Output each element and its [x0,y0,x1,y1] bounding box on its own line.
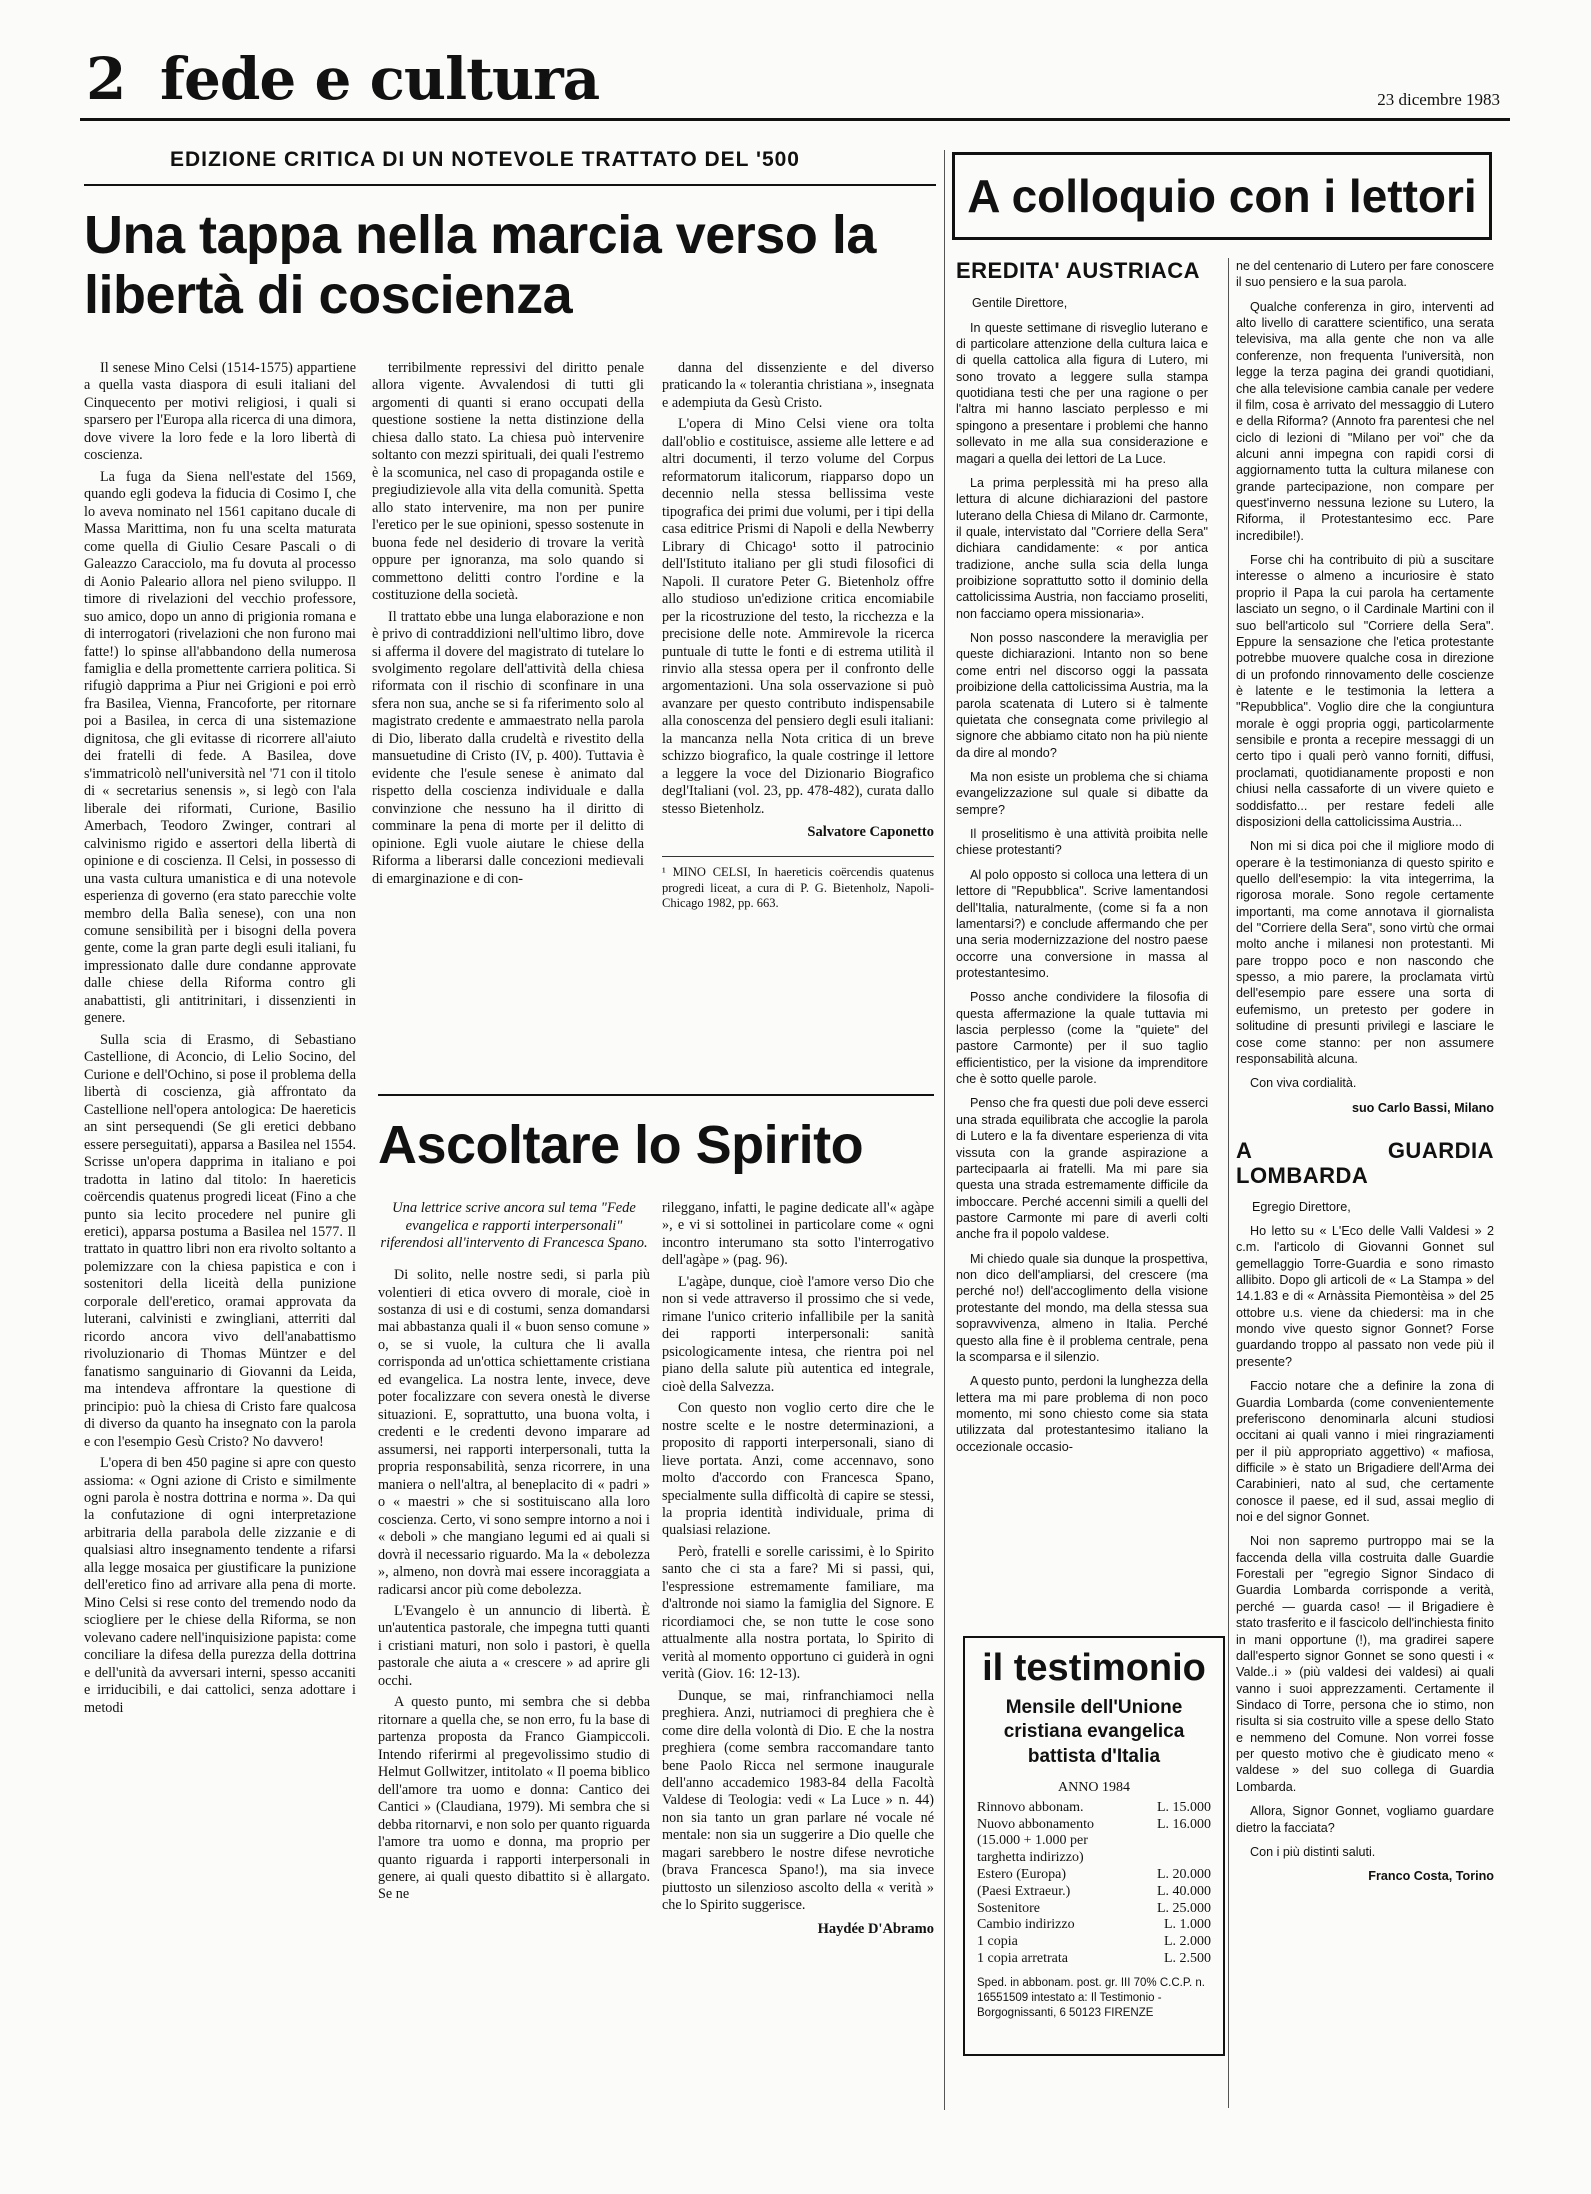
paragraph: La prima perplessità mi ha preso alla lettura di alcune dichiarazioni del pastore luterano della Chiesa di Milano dr. Carmonte, il quale, intervistato dal "Corriere della Sera" dichiara candidamente: « por antica tradizione, anche sulla scia della lunga proibizione soprattutto sotto il dominio della cattolicissima Austria, non facciamo proseliti, non facciamo opera missionaria». [956,475,1209,621]
paragraph: L'opera di ben 450 pagine si apre con questo assioma: « Ogni azione di Cristo e similmente ogni parola è nostra dottrina e norma ». Da qui la confutazione di ogni interpretazione arbitraria della parabola delle zizzanie e di qualsiasi altro insegnamento tendente a rifarsi alla legge mosaica per giustificare la punizione dell'eretico fino ad arrivare alla pena di morte. Mino Celsi si rese conto del tremendo nodo da sciogliere per le chiese della Riforma, se non volevano cadere nell'inquisizione papista: come conciliare la difesa della purezza della dottrina e dell'unità da avversari interni, spesso accaniti e irriducibili, e dai cattolici, senza adottare i metodi [84,1455,356,1716]
paragraph: Con questo non voglio certo dire che le nostre scelte e le nostre determinazioni, a proposito di rapporti interpersonali, siano di lieve portata. Anzi, come accennavo, sono molto d'accordo con Francesca Spano, specialmente sulla difficoltà di capire se stessi, la propria identità individuale, prima di qualsiasi relazione. [662,1400,934,1539]
letter-2-title: A GUARDIA LOMBARDA [1236,1137,1494,1189]
paragraph: L'Evangelo è un annuncio di libertà. È un'autentica pastorale, che impegna tutti quanti i cristiani maturi, non solo i pastori, è quella pastorale che aiuta a « crescere » ad aprire gli occhi. [378,1602,650,1689]
main-article-headline: Una tappa nella marcia verso la libertà di coscienza [84,205,876,326]
letters-column-box [952,152,1492,240]
paragraph: Ho letto su « L'Eco delle Valli Valdesi » 2 c.m. l'articolo di Giovanni Gonnet sul gemellaggio Torre-Guardia e sono rimasto allibito. Dopo gli articoli de « La Stampa » del 14.1.83 e di « Arnàssita Piemontèisa » del 25 ottobre u.s. viene da chiedersi: ma in che mondo vive questo signor Gonnet? Forse guardando troppo al passato non vede più il presente? [1236,1223,1494,1369]
paragraph: Dunque, se mai, rinfranchiamoci nella preghiera. Anzi, nutriamoci di preghiera che è come dire della volontà di Dio. E che la nostra preghiera (come sembra raccomandare tanto bene Paolo Ricca nel sermone inaugurale dell'anno accademico 1983-84 della Facoltà Valdese di Teologia: vedi « La Luce » n. 44) non sia tanto un gran parlare né vocale né mentale: non sia un suggerire a Dio quelle che magari sarebbero le nostre difese nevrotiche (brava Francesca Spano!), ma sia invece piuttosto un silenzioso ascolto della « verità » che lo Spirito suggerisce. [662,1687,934,1914]
rate-price: L. 1.000 [1163,1917,1211,1933]
letter-1-title: EREDITA' AUSTRIACA [956,258,1201,283]
paragraph: Però, fratelli e sorelle carissimi, è lo Spirito santo che ci sta a fare? Mi si passi, qui, l'espressione estremamente familiare, ma d'altronde noi siamo la famiglia del Signore. E ricordiamoci che, se non tutte le cose sono attualmente alla nostra portata, lo Spirito di verità al momento opportuno ci guiderà in ogni verità (Giov. 16: 12-13). [662,1543,934,1683]
rate-label: (Paesi Extraeur.) [977,1883,1071,1899]
footnote: ¹ MINO CELSI, In haereticis coërcendis quatenus progredi liceat, a cura di P. G. Bietenholz, Napoli-Chicago 1982, pp. 663. [662,856,934,912]
letters-column-title: A colloquio con i lettori [967,170,1477,222]
section-title: fede e cultura [160,45,600,113]
rate-label: targhetta indirizzo) [977,1850,1084,1866]
rate-row [977,1867,1211,1884]
paragraph: Al polo opposto si colloca una lettera di un lettore di "Repubblica". Scrive lamentandosi dell'Italia, naturalmente, (come si fa a non lamentarsi?) e conclude affermando che per una seria modernizzazione del nostro paese occorre una conversione in massa al protestantesimo. [956,867,1208,980]
issue-date: 23 dicembre 1983 [1377,90,1500,109]
column-separator [944,150,945,2110]
testimonio-year: ANNO 1984 [1058,1779,1130,1795]
paragraph: Qualche conferenza in giro, interventi ad alto livello di carattere scientifico, una serata televisiva, ma alla gente che non va alle conferenze, non frequenta l'università, non legge la terza pagina dei grandi quotidiani, che alla televisione cambia canale per vedere il film, cosa è arrivato del messaggio di Lutero e della Riforma? (Annoto fra parentesi che nel ciclo di lezioni di "Milano per voi" che da alcuni anni impegna con rapidi corsi di aggiornamento tutta la cultura milanese con grande partecipazione, non compare per quest'inverno nessuna lezione su Lutero, la Riforma, il Protestantesimo ecc. Pare incredibile!). [1236,299,1494,543]
rate-label: 1 copia arretrata [977,1951,1068,1967]
main-article-author: Salvatore Caponetto [807,824,934,841]
paragraph: Il proselitismo è una attività proibita nelle chiese protestanti? [956,827,1208,858]
second-article-column-1 [378,1200,650,1908]
main-article-column-3 [662,360,934,912]
paragraph: A questo punto, perdoni la lunghezza della lettera ma mi pare problema di non poco momento, mi sono chiesto come sia stata utilizzata dal protestantesimo italiano la occezionale occasio- [956,1374,1208,1454]
paragraph: rileggano, infatti, le pagine dedicate all'« agàpe », e vi si sottolinei in particolare come « ogni incontro interumano sta sotto l'interrogativo dell'agàpe » (pag. 96). [662,1200,934,1269]
paragraph: ne del centenario di Lutero per fare conoscere il suo pensiero e la sua parola. [1236,259,1494,290]
rate-price: L. 16.000 [1156,1816,1211,1832]
rate-row [977,1817,1211,1834]
page-number: 2 [86,45,127,113]
paragraph: Mi chiedo quale sia dunque la prospettiva, non dico dell'ampliarsi, del crescere (ma perché no!) dell'accoglimento della visione protestante del mondo, ma della stessa sua sopravvivenza, almeno in Italia. Perché questo alla fine è il problema centrale, pena la scomparsa e il silenzio. [956,1251,1208,1364]
paragraph: Di solito, nelle nostre sedi, si parla più volentieri di etica ovvero di morale, cioè in sostanza di usi e di costumi, senza domandarsi mai abbastanza quali il « buon senso comune » o, se si vuole, la cultura che li avalla corrisponda ad un'ottica schiettamente cristiana ed evangelica. La nostra lente, invece, deve poter focalizzare con severa onestà le diverse situazioni. E, soprattutto, una buona volta, i credenti e le credenti devono imparare ad assumersi, nei rapporti interpersonali, tutta la propria responsabilità, senza ricorrere, in una maniera o nell'altra, al beneplacito di « padri » o « maestri » che si sostituiscano alla loro coscienza. Certo, vi sono sempre intorno a noi i « deboli » che mangiano legumi ed ai quali si dovrà il necessario riguardo. Ma la « debolezza », almeno, non dovrà mai essere incoraggiata a radicarsi ancor più come debolezza. [378,1267,650,1598]
paragraph: La fuga da Siena nell'estate del 1569, quando egli godeva la fiducia di Cosimo I, che lo aveva nominato nel 1561 capitano ducale di Massa Marittima, non fu una scelta maturata come quella di Giulio Cesare Pascali o di Galeazzo Caracciolo, ma fu dovuta al processo di Aonio Paleario allora nel pieno sviluppo. Il timore di rivelazioni del vecchio professore, suo amico, dopo un anno di prigionia romana e di interrogatori (rivelazioni che non furono mai fatte!) lo spinse all'abbandono della numerosa famiglia e della promettente carriera politica. Si rifugiò dapprima a Piur nei Grigioni e poi errò fra Basilea, Vienna, Francoforte, per ritornare poi a Basilea, in cerca di una sistemazione dignitosa, che gli evitasse di ricorrere all'aiuto dei fratelli di fede. A Basilea, dove s'immatricolò nell'università nel '71 con il titolo di « secretarius senensis », si legò con l'ala liberale dei riformati, Curione, Basilio Amerbach, Teodoro Zwinger, contrari al calvinismo rigido e assertori della libertà di opinione e di coscienza. Il Celsi, in possesso di una vasta cultura umanistica e di una notevole esperienza di governo (era stato parecchie volte membro della Balìa senese), con una non comune sensibilità per i bisogni della povera gente, come la gran parte degli esuli italiani, fu impressionato dalle dure condanne approvate dalle chiese della Riforma contro gli anabattisti, gli antitrinitari, i dissenzienti in genere. [84,468,356,1027]
rate-row [977,1934,1211,1951]
rate-label: Nuovo abbonamento [977,1816,1095,1832]
rate-row [977,1800,1211,1817]
letters-column-separator [1228,258,1229,2108]
main-article-column-2 [372,360,644,892]
rate-price: L. 15.000 [1156,1799,1211,1815]
rate-row [977,1850,1211,1867]
paragraph: Il senese Mino Celsi (1514-1575) appartiene a quella vasta diaspora di esuli italiani del Cinquecento per motivi religiosi, i quali si sparsero per l'Europa alla ricerca di una dimora, dove vivere la loro fede e la loro libertà di coscienza. [84,360,356,464]
paragraph: Il trattato ebbe una lunga elaborazione e non è privo di contraddizioni nell'ultimo libro, dove si afferma il dovere del magistrato di tutelare lo svolgimento regolare dell'attività della chiesa riformata con il rischio di sconfinare in una sfera non sua, anche se si fa riferimento solo al magistrato credente e ammaestrato nella parola di Dio, liberato dalla crudeltà e rivestito della mansuetudine di Cristo (IV, p. 400). Tuttavia è evidente che l'esule senese è animato dal rispetto della coscienza individuale e dalla convinzione che nessuno ha il diritto di comminare la pena di morte per il delitto di opinione. Egli vuole aiutare le chiese della Riforma a liberarsi dalle concezioni medievali di emarginazione e di con- [372,608,644,887]
paragraph: Noi non sapremo purtroppo mai se la faccenda della villa costruita dalle Guardie Forestali per "egregio Signor Sindaco di Guardia Lombarda corrisponde a verità, perché — guarda caso! — il Brigadiere è stato trasferito e il fascicolo dell'inchiesta finito in mani opportune (!), ma gradirei sapere dall'esperto signor Gonnet se sono questi i « Valde..i » (più valdesi dei valdesi) ai quali vanno i suoi apprezzamenti. Certamente il Sindaco di Torre, persona che io stimo, non risulta si sia costruito ville a spese dello Stato e nemmeno del Comune. Non vorrei fosse per questo motivo che è giudicato meno « valdese » del suo collega di Guardia Lombarda. [1236,1534,1494,1794]
kicker-rule [84,184,936,186]
rate-label: (15.000 + 1.000 per [977,1833,1088,1849]
paragraph: Penso che fra questi due poli deve esserci una strada equilibrata che accoglie la parola di Lutero e la fa diventare esperienza di vita vissuta con la grande aspirazione a partecipaarla ai fratelli. Ma mi pare sia questa una strada estremamente difficile da imboccare. Perché accenni simili a quelli del pastore Carmonte mi pare di averli colti anche fra il popolo valdese. [956,1096,1208,1242]
paragraph: Posso anche condividere la filosofia di questa affermazione la quale tuttavia mi lascia perplesso (come la "quiete" del pastore Carmonte) per il suo taglio efficientistico, per la visione da imprenditore che è sotto quelle parole. [956,990,1208,1087]
paragraph: L'opera di Mino Celsi viene ora tolta dall'oblio e costituisce, assieme alle lettere e ad altri documenti, il terzo volume del Corpus reformatorum italicorum, riapparso dopo un decennio nella stessa bellissima veste tipografica dei primi due volumi, per i tipi della casa editrice Prismi di Napoli e della Newberry Library di Chicago¹ sotto il patrocinio dell'Istituto italiano per gli studi filosofici di Napoli. Il curatore Peter G. Bietenholz offre allo studioso un'edizione critica encomiabile per la ricostruzione del testo, la ricchezza e la precisione delle note. Ammirevole la ricerca puntuale di tutte le fonti e di estrema utilità il rinvio alla stessa opera per il confronto delle argomentazioni. Una sola osservazione si può avanzare per questo contributo indispensabile alla conoscenza del pensiero degli esuli italiani: la mancanza nella Nota critica di un breve schizzo biografico, la quale costringe il lettore a leggere la voce del Dizionario Biografico degl'Italiani (vol. 23, pp. 478-482), curata dallo stesso Bietenholz. [662,416,934,817]
letter-2-signature: Franco Costa, Torino [1368,1869,1494,1884]
paragraph: terribilmente repressivi del diritto penale allora vigente. Avvalendosi di tutti gli argomenti di quanti si erano occupati della questione sostiene la netta distinzione della chiesa dallo stato. La chiesa può intervenire soltanto con mezzi spirituali, dei quali l'estremo è la scomunica, nel caso di propaganda ostile e pregiudizievole alla vita della comunità. Spetta allo stato intervenire, ma non per punire l'eretico per le sue opinioni, spesso sostenute in buona fede nel desiderio di trovare la verità oppure per ignoranza, ma solo quando si commettono delitti contro l'ordine e la costituzione della società. [372,360,644,604]
paragraph: Non mi si dica poi che il migliore modo di operare è la testimonianza di questo spirito e quello dell'esempio: la vita integerrima, la rigorosa morale. Sono regole certamente importanti, ma come annotava il giornalista del "Corriere della Sera", sono virtù che ormai molto anche i milanesi non protestanti. Mi pare troppo poco e non nascondo che spesso, a mio parere, la proclamata virtù dell'esempio pare essere una sorta di eufemismo, un pretesto per godere in solitudine di presunti privilegi e lasciare le cose come stanno: per non assumere responsabilità alcuna. [1236,839,1494,1066]
rate-label: Cambio indirizzo [977,1917,1075,1933]
testimonio-ad [963,1636,1225,2056]
paragraph: L'agàpe, dunque, cioè l'amore verso Dio che non si vede attraverso il prossimo che si vede, rimane l'unico criterio infallibile per la sanità dei rapporti interpersonali: sanità psicologicamente intesa, che rientra poi nel piano della salute più autentica ed integrale, cioè della Salvezza. [662,1273,934,1395]
letter-1-column-1 [956,258,1208,1463]
rate-label: 1 copia [977,1934,1018,1950]
paragraph: Con i più distinti saluti. [1250,1844,1376,1859]
paragraph: In queste settimane di risveglio luterano e di particolare attenzione della cultura laica e di quella cattolica alla figura di Lutero, mi sono trovato a leggere sulla stampa quotidiana testi che per una ragione o per l'altra mi hanno lasciato perplesso e mi spingono a presentare i problemi che hanno sollevato in me alla sua considerazione e magari a quella dei lettori de La Luce. [956,320,1208,466]
second-article-intro: Una lettrice scrive ancora sul tema "Fede evangelica e rapporti interpersonali" riferendosi all'intervento di Francesca Spano. [380,1200,648,1252]
rate-label: Estero (Europa) [977,1867,1067,1883]
main-article-kicker: EDIZIONE CRITICA DI UN NOTEVOLE TRATTATO DEL '500 [170,148,800,171]
paragraph: danna del dissenziente e del diverso praticando la « tolerantia christiana », insegnata e adempiuta da Gesù Cristo. [662,360,934,411]
paragraph: Forse chi ha contribuito di più a suscitare interesse o almeno a incuriosire è stato proprio il Papa la cui parola ha certamente lasciato un segno, o il Cardinale Martini con il suo bell'articolo sul "Corriere della Sera". Eppure la sensazione che l'etica protestante potrebbe muovere qualche cosa in direzione di un profondo rinnovamento delle coscienze è latente e le testimonia la lettera a "Repubblica". Voglio dire che la congiuntura morale è oggi propria oggi, particolarmente sensibile e pronta a recepire messaggi di un certo tipo i quali però vanno forniti, diffusi, proclamati, quotidianamente proposti e non chiusi nella cassaforte di un vivere quieto e soddisfatto... per restare fedeli alle disposizioni della cattolicissima Austria... [1236,553,1494,829]
second-article-author: Haydée D'Abramo [817,1920,934,1937]
rate-price: L. 20.000 [1156,1867,1211,1883]
rate-price: L. 25.000 [1156,1900,1211,1916]
second-article-column-2 [662,1200,934,1939]
letter-2-salutation: Egregio Direttore, [1252,1199,1351,1214]
testimonio-subtitle: Mensile dell'Unione cristiana evangelica battista d'Italia [1003,1696,1185,1768]
testimonio-title: il testimonio [982,1647,1206,1689]
rate-price: L. 2.500 [1163,1951,1211,1967]
paragraph: Ma non esiste un problema che si chiama evangelizzazione sul quale si dibatte da sempre? [956,770,1208,817]
paragraph: Non posso nascondere la meraviglia per queste dichiarazioni. Intanto non so bene come entri nel discorso oggi la passata proibizione della cattolicissima Austria, ma la parola scatenata di Lutero si è talmente quietata che consegnata come privilegio al signore che abbiamo citato non ha più niente da dire al mondo? [956,631,1208,760]
letter-1-signature: suo Carlo Bassi, Milano [1351,1100,1494,1115]
rate-price: L. 40.000 [1156,1883,1211,1899]
second-article-headline: Ascoltare lo Spirito [378,1115,864,1175]
paragraph: Allora, Signor Gonnet, vogliamo guardare dietro la facciata? [1236,1804,1494,1835]
paragraph: A questo punto, mi sembra che si debba ritornare a quella che, se non erro, fu la base di partenza proposta da Franco Giampiccoli. Intendo riferirmi al pregevolissimo studio di Helmut Gollwitzer, intitolato « Il poema biblico dell'amore tra uomo e donna: Cantico dei Cantici » (Claudiana, 1979). Mi sembra che si debba ritornarvi, e non solo per quanto riguarda l'amore tra uomo e donna, ma proprio per quanto riguarda i rapporti interpersonali in genere, ai quali questo dibattito si è allargato. Se ne [378,1694,650,1903]
rate-row [977,1951,1211,1968]
rate-row [977,1901,1211,1918]
rate-row [977,1884,1211,1901]
paragraph: Faccio notare che a definire la zona di Guardia Lombarda (come convenientemente preferiscono denominarla alcuni studiosi occitani ai quali vanno i miei ringraziamenti per il più appropriato aggettivo) « mafiosa, difficile » è stato un Brigadiere dell'Arma dei Carabinieri, nato al sud, che certamente conosce il paese, ed il sud, assai meglio di noi e del signor Gonnet. [1236,1379,1494,1525]
paragraph: Sulla scia di Erasmo, di Sebastiano Castellione, di Aconcio, di Lelio Socino, del Curione e dell'Ochino, si pose il problema della libertà di coscienza, già affrontato da Castellione nell'opera antologica: De haereticis an sint persequendi (Se gli eretici debbano essere perseguitati), apparsa a Basilea nel 1554. Scrisse un'opera dapprima in italiano e poi tradotta in latino dal titolo: In haereticis coërcendis quatenus progredi liceat (Fino a che punto sia lecito procedere nel punire gli eretici), apparsa postuma a Basilea nel 1577. Il trattato in quattro libri non era rivolto soltanto a polemizzare con la chiesa papistica e con i sostenitori della liceità della punizione corporale dell'eretico, oramai approvata da luterani, calvinisti e zwingliani, atterriti dal ricordo ancora vivo dell'anabattismo rivoluzionario di Thomas Müntzer e del fanatismo sanguinario di Giovanni da Leida, ma intendeva affrontare la questione di principio: può la chiesa di Cristo fare qualcosa di diverso da quanto ha insegnato con la parola e con l'esempio Gesù Cristo? No davvero! [84,1031,356,1450]
masthead-rule [80,118,1510,121]
paragraph: Con viva cordialità. [1250,1076,1357,1091]
rate-price: L. 2.000 [1163,1934,1211,1950]
rate-row [977,1833,1211,1850]
rate-label: Sostenitore [977,1900,1040,1916]
rate-row [977,1917,1211,1934]
testimonio-postal-note: Sped. in abbonam. post. gr. III 70% C.C.P. n. 16551509 intestato a: Il Testimonio - Borgognissanti, 6 50123 FIRENZE [977,1976,1206,2019]
rate-label: Rinnovo abbonam. [977,1799,1084,1815]
main-article-column-1 [84,360,356,1721]
section-rule [378,1094,934,1096]
testimonio-rates [977,1800,1211,1968]
letter-1-salutation: Gentile Direttore, [972,296,1068,311]
letter-1-column-2 [1236,258,1494,1885]
